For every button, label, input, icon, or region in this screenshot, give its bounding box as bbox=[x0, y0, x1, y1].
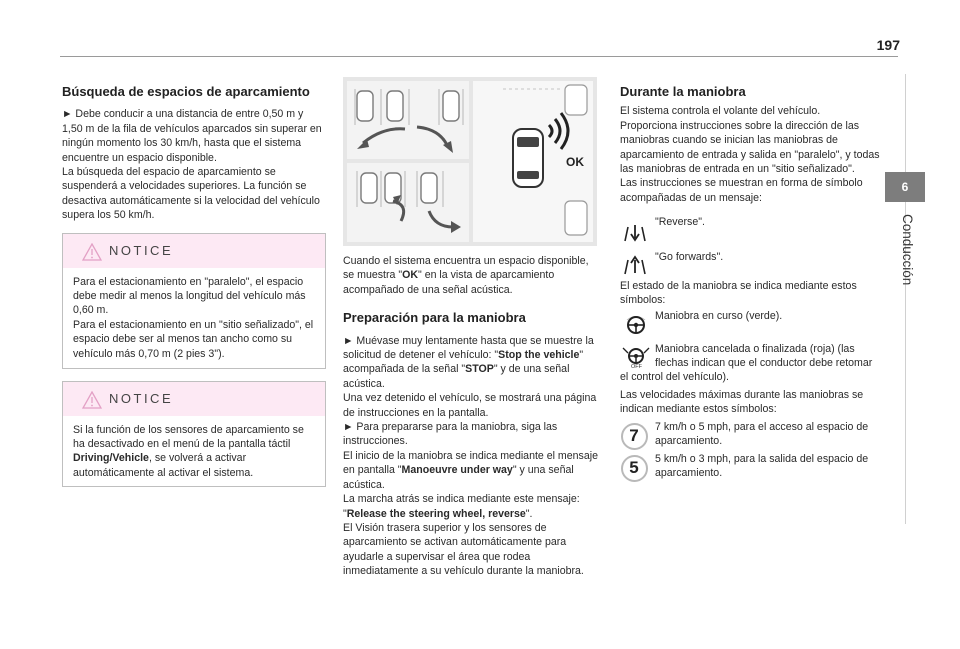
figure-caption bbox=[343, 254, 601, 297]
speed-limit-5-icon bbox=[621, 455, 648, 482]
paragraph: Para el estacionamiento en "paralelo", el espacio debe medir al menos la longitud del vehículo más 0,60 m. bbox=[73, 275, 306, 317]
text: , se volverá a activar automáticamente al activar el sistema. bbox=[73, 452, 254, 479]
reverse-label: "Reverse". bbox=[655, 216, 705, 228]
notice-body bbox=[63, 416, 325, 487]
column-3-speed-intro bbox=[620, 388, 880, 417]
paragraph bbox=[343, 492, 601, 521]
notice-title: NOTICE bbox=[109, 390, 174, 406]
paragraph: Las velocidades máximas durante las maniobras se indican mediante estos símbolos: bbox=[620, 389, 864, 416]
section-heading-during: Durante la maniobra bbox=[620, 84, 746, 99]
text: " y una señal acústica. bbox=[343, 464, 574, 491]
text: " en la vista de aparcamiento acompañado de una señal acústica. bbox=[343, 269, 555, 296]
bold-text: Manoeuvre under way bbox=[401, 464, 513, 477]
chapter-label-text: Conducción bbox=[900, 214, 915, 286]
notice-title: NOTICE bbox=[109, 242, 174, 258]
text: La marcha atrás se indica mediante este mensaje: " bbox=[343, 493, 580, 520]
status-off-label: Maniobra cancelada o finalizada (roja) (las bbox=[655, 343, 855, 355]
status-active-label: Maniobra en curso (verde). bbox=[655, 310, 783, 322]
column-2 bbox=[343, 254, 601, 579]
section-heading-preparation: Preparación para la maniobra bbox=[343, 310, 526, 326]
column-3-status-cont bbox=[620, 356, 880, 385]
forward-label: "Go forwards". bbox=[655, 251, 724, 263]
bold-text: Stop the vehicle bbox=[498, 349, 580, 362]
notice-header bbox=[63, 382, 325, 416]
warning-icon bbox=[82, 243, 102, 261]
text: Cuando el sistema encuentra un espacio disponible, se muestra " bbox=[343, 255, 589, 282]
speed-limit-7-icon bbox=[621, 423, 648, 450]
notice-body bbox=[63, 268, 325, 367]
paragraph: El sistema controla el volante del vehículo. Proporciona instrucciones sobre la dirección de las maniobras cuando se inician las maniobras de aparcamiento de entrada y salida en "paralelo", y todas las maniobras de entrada en un "sitio señalizado". bbox=[620, 105, 880, 176]
speed-7-label: 7 km/h o 5 mph, para el acceso al espacio de aparcamiento. bbox=[655, 421, 869, 448]
parking-diagram bbox=[343, 77, 597, 246]
notice-box bbox=[62, 381, 326, 487]
speed-limit-7-value: 7 bbox=[629, 426, 639, 445]
notice-header bbox=[63, 234, 325, 268]
page-number: 197 bbox=[876, 37, 900, 53]
paragraph: El Visión trasera superior y los sensores de aparcamiento se activan automáticamente para ayudarle a supervisar el área que rodea inmediatamente a su vehículo durante la maniobra. bbox=[343, 521, 584, 578]
text: El inicio de la maniobra se indica mediante el mensaje en pantalla " bbox=[343, 449, 598, 477]
paragraph: Una vez detenido el vehículo, se mostrará una página de instrucciones en la pantalla. bbox=[343, 392, 597, 419]
warning-icon bbox=[82, 391, 102, 409]
paragraph: flechas indican que el conductor debe retomar el control del vehículo). bbox=[620, 357, 873, 384]
bold-text: STOP bbox=[465, 363, 494, 376]
ok-label: OK bbox=[566, 155, 584, 169]
text: " y de una señal acústica. bbox=[343, 363, 570, 390]
steering-wheel-active-icon bbox=[624, 311, 648, 335]
text: ► Muévase muy lentamente hasta que se muestre la solicitud de detener el vehículo: " bbox=[343, 334, 594, 362]
parking-illustration bbox=[343, 77, 597, 246]
paragraph bbox=[343, 334, 601, 392]
text: ". bbox=[525, 507, 533, 520]
text: Si la función de los sensores de aparcamiento se ha desactivado en el menú de la pantalla táctil bbox=[73, 423, 304, 451]
notice-box bbox=[62, 233, 326, 369]
bold-text: Driving/Vehicle bbox=[73, 452, 149, 465]
paragraph: ► Debe conducir a una distancia de entre 0,50 m y 1,50 m de la fila de vehículos aparcados sin superar en ningún momento los 30 km/h, hasta que el sistema encuentre un espacio disponible. bbox=[62, 108, 322, 164]
column-3 bbox=[620, 85, 880, 205]
bold-text: OK bbox=[402, 269, 418, 282]
column-1 bbox=[62, 85, 326, 487]
paragraph: Para el estacionamiento en un "sitio señalizado", el espacio debe ser al menos tan ancho como su vehículo más 0,70 m (2 pies 3"). bbox=[73, 318, 314, 360]
off-label: OFF bbox=[631, 364, 642, 370]
speed-limit-5-value: 5 bbox=[629, 458, 639, 477]
chapter-label bbox=[893, 214, 917, 334]
paragraph: El estado de la maniobra se indica mediante estos símbolos: bbox=[620, 280, 857, 307]
bold-text: Release the steering wheel, reverse bbox=[346, 507, 526, 520]
reverse-arrow-icon bbox=[622, 221, 648, 243]
forward-arrow-icon bbox=[622, 254, 648, 276]
paragraph bbox=[73, 423, 315, 481]
paragraph: Las instrucciones se muestran en forma de símbolo acompañadas de un mensaje: bbox=[620, 177, 863, 204]
section-heading-search: Búsqueda de espacios de aparcamiento bbox=[62, 84, 310, 99]
text: " acompañada de la señal " bbox=[343, 349, 584, 376]
paragraph: La búsqueda del espacio de aparcamiento se suspenderá a velocidades superiores. La función se desactiva automáticamente si la velocidad del vehículo supera los 50 km/h. bbox=[62, 166, 320, 222]
header-rule bbox=[60, 56, 898, 57]
column-3-status-intro bbox=[620, 279, 880, 308]
speed-5-label: 5 km/h o 3 mph, para la salida del espacio de aparcamiento. bbox=[655, 453, 869, 480]
paragraph bbox=[343, 449, 601, 492]
paragraph: ► Para prepararse para la maniobra, siga las instrucciones. bbox=[343, 421, 558, 448]
chapter-tab: 6 bbox=[885, 172, 925, 202]
